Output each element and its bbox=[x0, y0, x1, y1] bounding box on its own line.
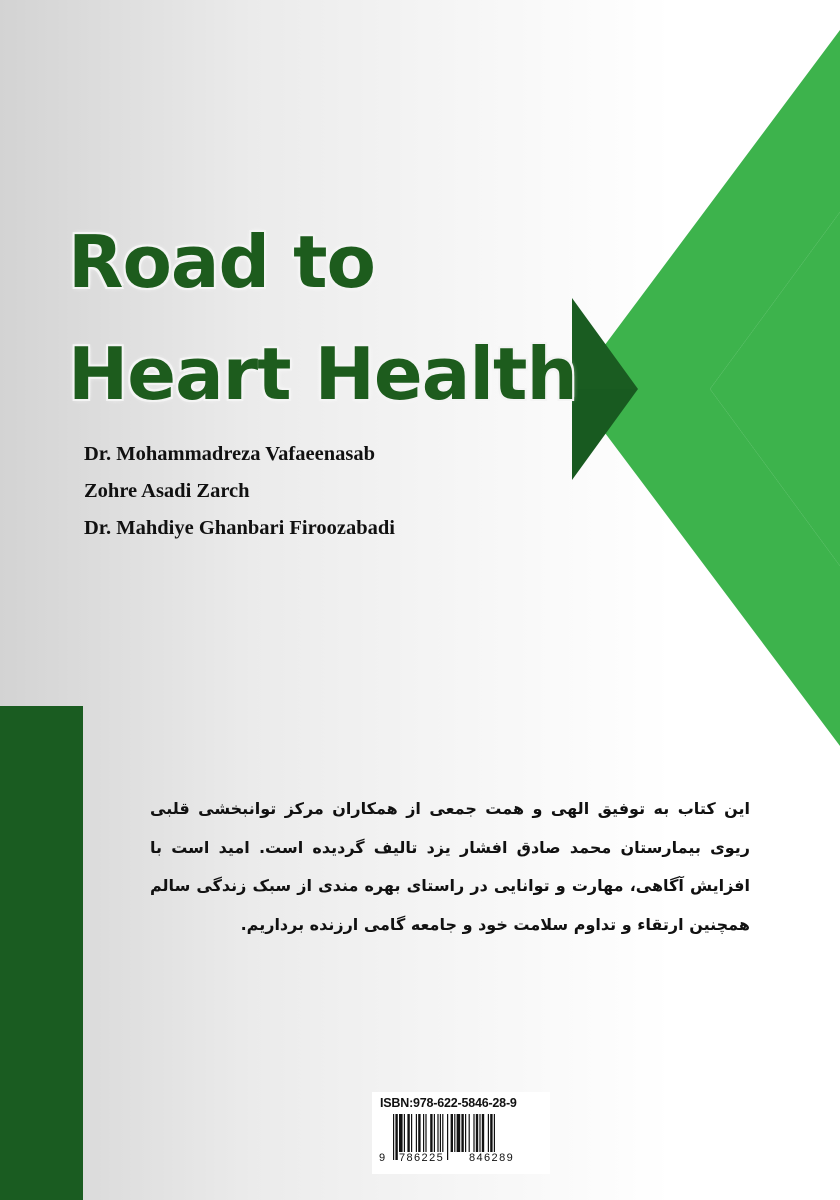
barcode-bar bbox=[451, 1114, 453, 1152]
isbn-label: ISBN:978-622-5846-28-9 bbox=[380, 1096, 517, 1110]
title-line-1: Road to bbox=[68, 220, 375, 304]
author-list bbox=[84, 436, 395, 547]
barcode-bar bbox=[461, 1114, 463, 1152]
barcode-bar bbox=[482, 1114, 484, 1152]
barcode-bar bbox=[430, 1114, 432, 1152]
author-name: Dr. Mohammadreza Vafaeenasab bbox=[84, 443, 375, 465]
barcode-bar bbox=[418, 1114, 420, 1152]
barcode-bar bbox=[447, 1114, 448, 1160]
barcode-bar bbox=[479, 1114, 480, 1152]
book-title bbox=[68, 206, 588, 430]
barcode-bar bbox=[437, 1114, 438, 1152]
barcode-bar bbox=[425, 1114, 426, 1152]
barcode-bar bbox=[434, 1114, 435, 1152]
barcode-bar bbox=[488, 1114, 489, 1152]
author-name: Zohre Asadi Zarch bbox=[84, 480, 250, 502]
barcode-bar bbox=[399, 1114, 403, 1152]
barcode-bar bbox=[454, 1114, 455, 1152]
barcode-bar bbox=[411, 1114, 412, 1152]
barcode-bar bbox=[404, 1114, 405, 1152]
barcode-bar bbox=[416, 1114, 417, 1152]
barcode-bar bbox=[407, 1114, 409, 1152]
author-name: Dr. Mahdiye Ghanbari Firoozabadi bbox=[84, 517, 395, 539]
barcode-digit-first: 9 bbox=[379, 1152, 386, 1164]
barcode-bar bbox=[457, 1114, 461, 1152]
barcode-bar bbox=[465, 1114, 466, 1152]
book-description: این کتاب به توفیق الهی و همت جمعی از همکاران مرکز توانبخشی قلبی ریوی بیمارستان محمد صادق افشار یزد تالیف گردیده است. امید است با افزایش آگاهی، مهارت و توانایی در راستای بهره مندی از سبک زندگی سالم همچنین ارتقاء و تداوم سلامت خود و جامعه گامی ارزنده برداریم. bbox=[150, 799, 750, 934]
barcode-bar bbox=[393, 1114, 394, 1160]
barcode-bar bbox=[476, 1114, 478, 1152]
title-line-2: Heart Health bbox=[68, 332, 577, 416]
barcode-bar bbox=[423, 1114, 424, 1152]
barcode-bar bbox=[473, 1114, 474, 1152]
barcode-bar bbox=[440, 1114, 441, 1152]
dark-green-side-bar bbox=[0, 706, 83, 1200]
barcode-digits-right: 846289 bbox=[469, 1152, 515, 1164]
isbn-barcode-block bbox=[372, 1092, 550, 1174]
barcode-digits-left: 786225 bbox=[399, 1152, 445, 1164]
barcode-bar bbox=[469, 1114, 470, 1152]
